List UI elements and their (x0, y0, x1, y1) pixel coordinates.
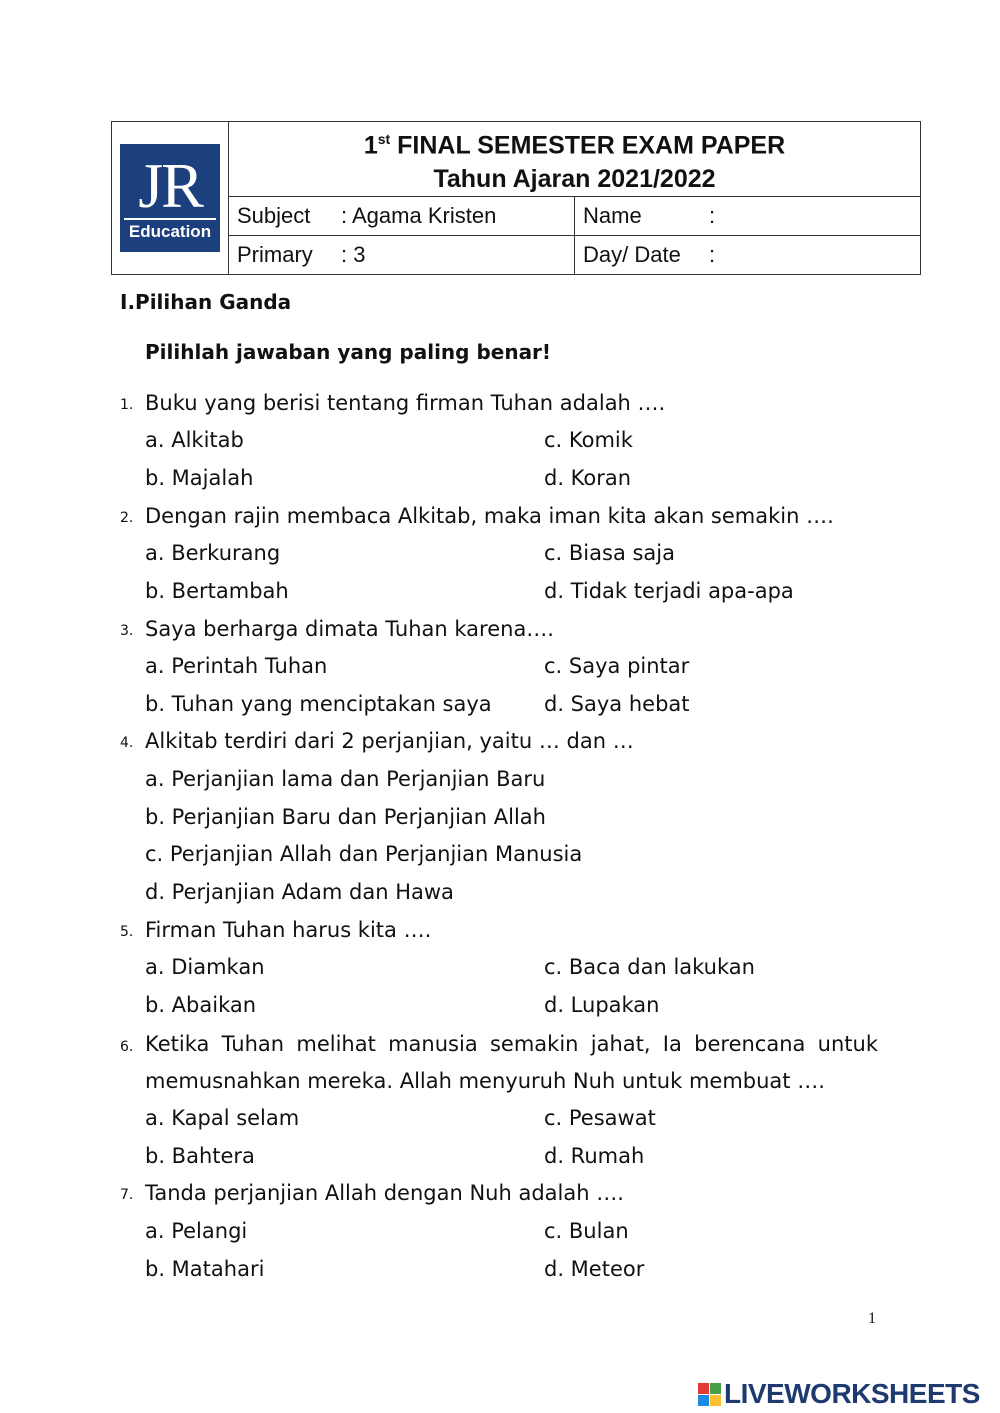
option-c[interactable]: c. Biasa saja (544, 541, 676, 565)
liveworksheets-logo-icon (698, 1383, 721, 1406)
option-a[interactable]: a. Alkitab (145, 428, 244, 452)
option-a[interactable]: a. Kapal selam (145, 1106, 300, 1130)
option-d[interactable]: d. Rumah (544, 1144, 645, 1168)
jr-education-logo (120, 144, 220, 252)
question-text: Dengan rajin membaca Alkitab, maka iman kita akan semakin …. (145, 504, 834, 528)
date-label: Day/ Date (583, 242, 681, 268)
logo-square-green (710, 1383, 721, 1394)
question-number: 3. (120, 623, 134, 639)
question-text: Alkitab terdiri dari 2 perjanjian, yaitu … dan … (145, 729, 634, 753)
option-d[interactable]: d. Tidak terjadi apa-apa (544, 579, 794, 603)
option-c[interactable]: c. Perjanjian Allah dan Perjanjian Manusia (145, 842, 583, 866)
option-d[interactable]: d. Perjanjian Adam dan Hawa (145, 880, 454, 904)
question-number: 6. (120, 1039, 134, 1055)
question-6: Ketika Tuhan melihat manusia semakin jahat, Ia berencana untuk memusnahkan mereka. Allah menyuruh Nuh untuk membuat …. (145, 1032, 878, 1093)
subject-label: Subject (237, 203, 311, 229)
exam-header-table (111, 121, 921, 275)
option-c[interactable]: c. Baca dan lakukan (544, 955, 755, 979)
exam-title (229, 122, 920, 162)
option-a[interactable]: a. Perjanjian lama dan Perjanjian Baru (145, 767, 546, 791)
name-cell (575, 197, 921, 236)
question-number: 2. (120, 510, 134, 526)
title-text: FINAL SEMESTER EXAM PAPER (390, 131, 786, 160)
question-text: Tanda perjanjian Allah dengan Nuh adalah …. (145, 1181, 624, 1205)
section-title: I.Pilihan Ganda (120, 290, 292, 314)
question-text: Buku yang berisi tentang firman Tuhan adalah …. (145, 391, 666, 415)
option-b[interactable]: b. Perjanjian Baru dan Perjanjian Allah (145, 805, 546, 829)
option-a[interactable]: a. Diamkan (145, 955, 265, 979)
primary-label: Primary (237, 242, 313, 268)
liveworksheets-brand[interactable] (698, 1378, 980, 1410)
option-a[interactable]: a. Berkurang (145, 541, 281, 565)
question-number: 7. (120, 1187, 134, 1203)
logo-square-yellow (710, 1395, 721, 1406)
option-a[interactable]: a. Perintah Tuhan (145, 654, 328, 678)
primary-cell (229, 236, 575, 275)
logo-cell (112, 122, 229, 275)
option-d[interactable]: d. Lupakan (544, 993, 660, 1017)
question-text: Firman Tuhan harus kita …. (145, 918, 432, 942)
question-number: 1. (120, 397, 134, 413)
logo-mark: JR (138, 150, 202, 222)
option-c[interactable]: c. Komik (544, 428, 633, 452)
primary-value: : 3 (341, 242, 366, 268)
option-c[interactable]: c. Pesawat (544, 1106, 656, 1130)
page-number: 1 (868, 1310, 876, 1327)
title-ordinal: 1 (363, 131, 378, 160)
question-text: Saya berharga dimata Tuhan karena…. (145, 617, 554, 641)
brand-text: LIVEWORKSHEETS (724, 1378, 980, 1409)
instruction: Pilihlah jawaban yang paling benar! (145, 340, 552, 364)
option-b[interactable]: b. Bahtera (145, 1144, 255, 1168)
date-value: : (709, 242, 716, 268)
question-number: 4. (120, 735, 134, 751)
logo-word: Education (124, 218, 216, 242)
option-c[interactable]: c. Saya pintar (544, 654, 690, 678)
option-d[interactable]: d. Meteor (544, 1257, 645, 1281)
logo-square-red (698, 1383, 709, 1394)
option-a[interactable]: a. Pelangi (145, 1219, 248, 1243)
option-b[interactable]: b. Tuhan yang menciptakan saya (145, 692, 492, 716)
question-number: 5. (120, 924, 134, 940)
exam-subtitle: Tahun Ajaran 2021/2022 (433, 165, 716, 194)
option-b[interactable]: b. Bertambah (145, 579, 289, 603)
title-cell (229, 122, 921, 197)
subject-value: : Agama Kristen (341, 203, 497, 229)
option-d[interactable]: d. Saya hebat (544, 692, 690, 716)
option-b[interactable]: b. Matahari (145, 1257, 265, 1281)
option-c[interactable]: c. Bulan (544, 1219, 629, 1243)
option-b[interactable]: b. Majalah (145, 466, 254, 490)
name-value: : (709, 203, 716, 229)
subject-cell (229, 197, 575, 236)
title-ordinal-suffix: st (377, 131, 391, 147)
name-label: Name (583, 203, 642, 229)
option-b[interactable]: b. Abaikan (145, 993, 257, 1017)
option-d[interactable]: d. Koran (544, 466, 632, 490)
logo-square-blue (698, 1395, 709, 1406)
date-cell (575, 236, 921, 275)
